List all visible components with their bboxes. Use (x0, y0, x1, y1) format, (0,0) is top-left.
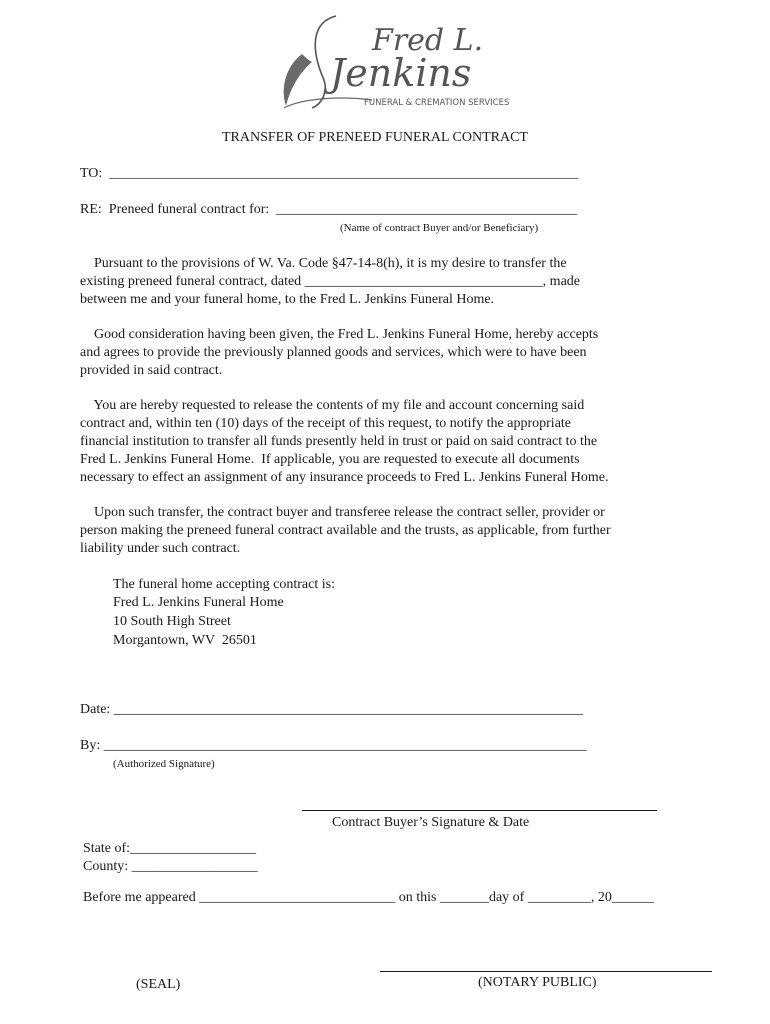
logo-leaf-icon (284, 54, 312, 106)
accepting-city: Morgantown, WV 26501 (113, 633, 257, 648)
logo-name-line1: Fred L. (372, 23, 484, 58)
logo-swoosh-icon (284, 98, 372, 108)
authorized-signature-caption: (Authorized Signature) (113, 758, 215, 770)
accepting-street: 10 South High Street (113, 614, 231, 629)
logo-name-line2: Jenkins (330, 51, 472, 95)
paragraph-transfer-request (80, 255, 680, 309)
paragraph-line: Good consideration having been given, the Fred L. Jenkins Funeral Home, hereby accepts (80, 327, 599, 342)
notary-signature-line[interactable] (380, 971, 712, 972)
paragraph-line: person making the preneed funeral contract available and the trusts, as applicable, from further (80, 523, 611, 538)
paragraph-line: necessary to effect an assignment of any insurance proceeds to Fred L. Jenkins Funeral Home. (80, 470, 609, 485)
authorized-signature-field[interactable]: By: _____________________________________________________________________ (80, 738, 587, 753)
accepting-intro: The funeral home accepting contract is: (113, 577, 335, 592)
paragraph-line: Fred L. Jenkins Funeral Home. If applicable, you are requested to execute all documents (80, 452, 580, 467)
paragraph-line: Pursuant to the provisions of W. Va. Code §47-14-8(h), it is my desire to transfer the (80, 256, 567, 271)
paragraph-liability-release (80, 504, 680, 558)
paragraph-line: provided in said contract. (80, 363, 223, 378)
paragraph-line: Upon such transfer, the contract buyer and transferee release the contract seller, provider or (80, 505, 605, 520)
company-logo (272, 8, 510, 116)
notary-public-label: (NOTARY PUBLIC) (478, 975, 597, 990)
document-title: TRANSFER OF PRENEED FUNERAL CONTRACT (222, 130, 528, 145)
contract-date-field[interactable]: existing preneed funeral contract, dated __________________________________, made (80, 274, 580, 289)
paragraph-line: and agrees to provide the previously planned goods and services, which were to have been (80, 345, 587, 360)
paragraph-line: liability under such contract. (80, 541, 241, 556)
re-field[interactable]: RE: Preneed funeral contract for: ___________________________________________ (80, 202, 578, 217)
logo-tagline: FUNERAL & CREMATION SERVICES (364, 98, 510, 108)
date-field[interactable]: Date: ___________________________________________________________________ (80, 702, 583, 717)
state-field[interactable]: State of:__________________ (83, 841, 257, 856)
buyer-signature-caption: Contract Buyer’s Signature & Date (332, 815, 530, 830)
paragraph-line: financial institution to transfer all funds presently held in trust or paid on said contract to the (80, 434, 598, 449)
paragraph-release-request (80, 397, 680, 487)
paragraph-line: You are hereby requested to release the contents of my file and account concerning said (80, 398, 585, 413)
buyer-signature-line[interactable] (302, 810, 657, 811)
paragraph-acceptance (80, 326, 680, 380)
accepting-name: Fred L. Jenkins Funeral Home (113, 595, 284, 610)
appearance-field[interactable]: Before me appeared ____________________________ on this _______day of _________, 20______ (83, 890, 654, 905)
county-field[interactable]: County: __________________ (83, 859, 258, 874)
paragraph-line: contract and, within ten (10) days of the receipt of this request, to notify the appropriate (80, 416, 572, 431)
to-field[interactable]: TO: ___________________________________________________________________ (80, 166, 579, 181)
re-field-caption: (Name of contract Buyer and/or Beneficiary) (340, 222, 539, 234)
seal-label: (SEAL) (136, 977, 181, 992)
paragraph-line: between me and your funeral home, to the Fred L. Jenkins Funeral Home. (80, 292, 495, 307)
